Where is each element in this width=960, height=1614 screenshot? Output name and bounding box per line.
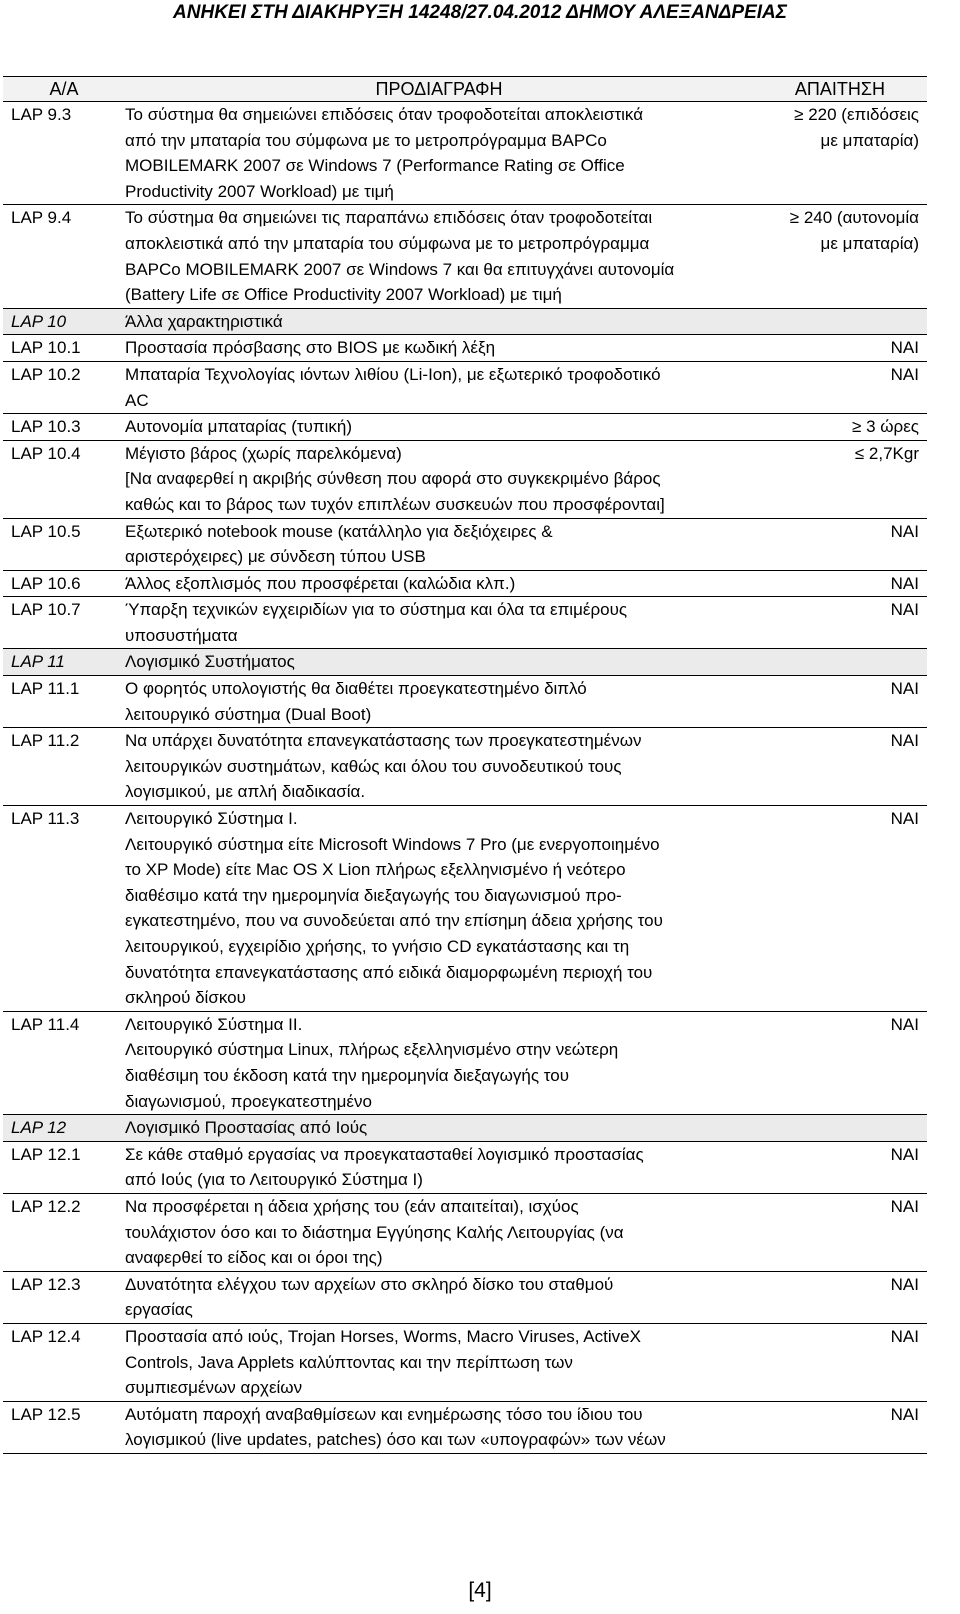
row-specification xyxy=(125,361,753,413)
row-requirement xyxy=(753,1193,927,1271)
table-row xyxy=(3,1401,927,1453)
row-specification xyxy=(125,676,753,728)
requirement-line: ΝΑΙ xyxy=(890,1274,919,1294)
row-code: LAP 11.3 xyxy=(3,806,125,1012)
row-requirement xyxy=(753,518,927,570)
requirement-line: ΝΑΙ xyxy=(890,364,919,384)
row-requirement xyxy=(753,597,927,649)
table-row xyxy=(3,1011,927,1114)
requirement-line: ≥ 3 ώρες xyxy=(852,417,919,437)
specification-line: Το σύστημα θα σημειώνει επιδόσεις όταν τροφοδοτείται αποκλειστικά xyxy=(125,105,644,124)
specification-line: εγκατεστημένο, που να συνοδεύεται από την επίσημη άδεια χρήσης του xyxy=(125,911,663,931)
specification-line: λογισμικού (live updates, patches) όσο και των «υπογραφών» των νέων xyxy=(125,1430,666,1450)
row-requirement xyxy=(753,1011,927,1114)
row-requirement xyxy=(753,570,927,597)
requirement-line: ΝΑΙ xyxy=(890,679,919,699)
specification-line: Λογισμικό Προστασίας από Ιούς xyxy=(125,1118,368,1138)
requirement-line: με μπαταρία) xyxy=(820,130,919,150)
row-specification xyxy=(125,1401,753,1453)
row-code: LAP 11.1 xyxy=(3,676,125,728)
row-code: LAP 12.1 xyxy=(3,1141,125,1193)
row-code: LAP 9.3 xyxy=(3,102,125,205)
requirement-line: ΝΑΙ xyxy=(890,809,919,829)
row-specification xyxy=(125,728,753,806)
specification-line: Ο φορητός υπολογιστής θα διαθέτει προεγκατεστημένο διπλό xyxy=(125,679,587,699)
row-requirement xyxy=(753,1323,927,1401)
row-specification xyxy=(125,1193,753,1271)
row-code: LAP 10.4 xyxy=(3,440,125,518)
requirement-line: ≥ 220 (επιδόσεις xyxy=(794,105,919,124)
row-code: LAP 10.7 xyxy=(3,597,125,649)
table-row xyxy=(3,1141,927,1193)
specification-line: λειτουργικό σύστημα (Dual Boot) xyxy=(125,704,372,724)
specification-line: λειτουργικού, εγχειρίδιο χρήσης, το γνήσιο CD εγκατάστασης και τη xyxy=(125,937,630,956)
specification-line: Controls, Java Applets καλύπτοντας και την περίπτωση των xyxy=(125,1352,573,1372)
table-row xyxy=(3,518,927,570)
row-code: LAP 12 xyxy=(3,1115,125,1142)
row-specification xyxy=(125,1115,753,1142)
specification-line: διαγωνισμού, προεγκατεστημένο xyxy=(125,1091,372,1111)
specification-line: (Battery Life σε Office Productivity 2007 Workload) με τιμή xyxy=(125,285,562,305)
specification-line: Δυνατότητα ελέγχου των αρχείων στο σκληρό δίσκο του σταθμού xyxy=(125,1274,614,1294)
requirement-line: ΝΑΙ xyxy=(890,1404,919,1424)
requirement-line: ΝΑΙ xyxy=(890,1196,919,1216)
requirement-line: ΝΑΙ xyxy=(890,600,919,620)
row-specification xyxy=(125,308,753,335)
section-row xyxy=(3,308,927,335)
specification-line: MOBILEMARK 2007 σε Windows 7 (Performance Rating σε Office xyxy=(125,156,625,176)
row-specification xyxy=(125,102,753,205)
requirement-line: ΝΑΙ xyxy=(890,1144,919,1164)
requirement-line: ΝΑΙ xyxy=(890,338,919,358)
table-row xyxy=(3,102,927,205)
row-requirement xyxy=(753,308,927,335)
specification-line: Μπαταρία Τεχνολογίας ιόντων λιθίου (Li-Ion), με εξωτερικό τροφοδοτικό xyxy=(125,364,661,384)
specification-line: Να υπάρχει δυνατότητα επανεγκατάστασης των προεγκατεστημένων xyxy=(125,731,642,751)
row-code: LAP 11.2 xyxy=(3,728,125,806)
requirement-line: ΝΑΙ xyxy=(890,731,919,751)
row-requirement xyxy=(753,676,927,728)
row-requirement xyxy=(753,649,927,676)
row-code: LAP 11.4 xyxy=(3,1011,125,1114)
specification-line: [Να αναφερθεί η ακριβής σύνθεση που αφορά στο συγκεκριμένο βάρος xyxy=(125,469,661,489)
specification-table xyxy=(3,76,927,1454)
row-specification xyxy=(125,335,753,362)
specification-line: Άλλος εξοπλισμός που προσφέρεται (καλώδια κλπ.) xyxy=(125,573,516,593)
specification-line: Άλλα χαρακτηριστικά xyxy=(125,311,283,331)
row-code: LAP 12.4 xyxy=(3,1323,125,1401)
specification-line: διαθέσιμο κατά την ημερομηνία διεξαγωγής του διαγωνισμού προ- xyxy=(125,885,622,905)
row-requirement xyxy=(753,414,927,441)
row-specification xyxy=(125,414,753,441)
specification-line: Αυτόματη παροχή αναβαθμίσεων και ενημέρωσης τόσο του ίδιου του xyxy=(125,1404,643,1424)
requirement-line: ΝΑΙ xyxy=(890,521,919,541)
specification-line: Εξωτερικό notebook mouse (κατάλληλο για δεξιόχειρες & xyxy=(125,521,553,541)
section-row xyxy=(3,649,927,676)
specification-line: Λογισμικό Συστήματος xyxy=(125,652,295,672)
table-row xyxy=(3,440,927,518)
row-specification xyxy=(125,1011,753,1114)
specification-line: Λειτουργικό σύστημα Linux, πλήρως εξελληνισμένο στην νεώτερη xyxy=(125,1040,619,1060)
specification-line: Productivity 2007 Workload) με τιμή xyxy=(125,181,394,201)
table-row xyxy=(3,728,927,806)
row-requirement xyxy=(753,440,927,518)
specification-line: λογισμικού, με απλή διαδικασία. xyxy=(125,782,366,802)
specification-line: αριστερόχειρες) με σύνδεση τύπου USB xyxy=(125,547,426,567)
row-requirement xyxy=(753,1141,927,1193)
row-requirement xyxy=(753,1115,927,1142)
specification-line: αναφερθεί το είδος και οι όροι της) xyxy=(125,1248,383,1268)
document-header: ΑΝΗΚΕΙ ΣΤΗ ΔΙΑΚΗΡΥΞΗ 14248/27.04.2012 ΔΗΜΟΥ ΑΛΕΞΑΝΔΡΕΙΑΣ xyxy=(173,2,787,23)
table-row xyxy=(3,676,927,728)
section-row xyxy=(3,1115,927,1142)
table-row xyxy=(3,1193,927,1271)
column-header-requirement: ΑΠΑΙΤΗΣΗ xyxy=(753,77,927,102)
row-code: LAP 10.2 xyxy=(3,361,125,413)
requirement-line: ≥ 240 (αυτονομία xyxy=(789,208,919,228)
specification-line: Το σύστημα θα σημειώνει τις παραπάνω επιδόσεις όταν τροφοδοτείται xyxy=(125,208,653,228)
column-header-code: Α/Α xyxy=(3,77,125,102)
row-code: LAP 9.4 xyxy=(3,205,125,308)
table-row xyxy=(3,806,927,1012)
row-requirement xyxy=(753,1271,927,1323)
row-specification xyxy=(125,649,753,676)
specification-line: Προστασία πρόσβασης στο BIOS με κωδική λέξη xyxy=(125,338,496,358)
specification-line: Λειτουργικό σύστημα είτε Microsoft Windows 7 Pro (με ενεργοποιημένο xyxy=(125,834,660,854)
row-requirement xyxy=(753,335,927,362)
requirement-line: ΝΑΙ xyxy=(890,1014,919,1034)
row-requirement xyxy=(753,205,927,308)
row-code: LAP 11 xyxy=(3,649,125,676)
row-code: LAP 12.5 xyxy=(3,1401,125,1453)
row-specification xyxy=(125,1141,753,1193)
specification-line: λειτουργικών συστημάτων, καθώς και όλου του συνοδευτικού τους xyxy=(125,756,622,776)
requirement-line: ΝΑΙ xyxy=(890,1326,919,1346)
table-row xyxy=(3,1271,927,1323)
page-number: [4] xyxy=(468,1579,492,1602)
row-code: LAP 10.5 xyxy=(3,518,125,570)
specification-line: καθώς και το βάρος των τυχόν επιπλέων συσκευών που προσφέρονται] xyxy=(125,494,665,514)
row-specification xyxy=(125,806,753,1012)
specification-line: υποσυστήματα xyxy=(125,625,238,645)
specification-line: το XP Mode) είτε Mac OS X Lion πλήρως εξελληνισμένο ή νεότερο xyxy=(125,860,626,880)
specification-line: Αυτονομία μπαταρίας (τυπική) xyxy=(125,417,353,437)
table-row xyxy=(3,570,927,597)
row-specification xyxy=(125,1323,753,1401)
table-row xyxy=(3,597,927,649)
requirement-line: ΝΑΙ xyxy=(890,573,919,593)
row-specification xyxy=(125,205,753,308)
row-specification xyxy=(125,518,753,570)
specification-line: αποκλειστικά από την μπαταρία του σύμφωνα με το μετροπρόγραμμα xyxy=(125,233,650,253)
specification-line: Σε κάθε σταθμό εργασίας να προεγκατασταθεί λογισμικό προστασίας xyxy=(125,1144,644,1164)
table-row xyxy=(3,335,927,362)
specification-line: AC xyxy=(125,390,149,410)
specification-line: Ύπαρξη τεχνικών εγχειριδίων για το σύστημα και όλα τα επιμέρους xyxy=(125,600,628,620)
specification-line: Λειτουργικό Σύστημα ΙΙ. xyxy=(125,1014,303,1034)
row-specification xyxy=(125,570,753,597)
row-specification xyxy=(125,1271,753,1323)
row-specification xyxy=(125,440,753,518)
row-code: LAP 10 xyxy=(3,308,125,335)
specification-line: σκληρού δίσκου xyxy=(125,988,246,1008)
row-requirement xyxy=(753,361,927,413)
table-row xyxy=(3,205,927,308)
row-code: LAP 10.3 xyxy=(3,414,125,441)
specification-line: Προστασία από ιούς, Trojan Horses, Worms, Macro Viruses, ActiveX xyxy=(125,1326,641,1346)
specification-line: τουλάχιστον όσο και το διάστημα Εγγύησης Καλής Λειτουργίας (να xyxy=(125,1222,624,1242)
specification-line: συμπιεσμένων αρχείων xyxy=(125,1378,303,1398)
specification-line: δυνατότητα επανεγκατάστασης από ειδικά διαμορφωμένη περιοχή του xyxy=(125,962,653,982)
table-row xyxy=(3,414,927,441)
table-header-row xyxy=(3,77,927,102)
specification-line: BAPCo MOBILEMARK 2007 σε Windows 7 και θα επιτυγχάνει αυτονομία xyxy=(125,259,675,279)
table-row xyxy=(3,361,927,413)
row-requirement xyxy=(753,728,927,806)
specification-line: Μέγιστο βάρος (χωρίς παρελκόμενα) xyxy=(125,443,402,463)
row-code: LAP 10.1 xyxy=(3,335,125,362)
row-requirement xyxy=(753,806,927,1012)
requirement-line: ≤ 2,7Kgr xyxy=(854,443,919,463)
specification-line: Να προσφέρεται η άδεια χρήσης του (εάν απαιτείται), ισχύος xyxy=(125,1196,579,1216)
column-header-specification: ΠΡΟΔΙΑΓΡΑΦΗ xyxy=(125,77,753,102)
table-row xyxy=(3,1323,927,1401)
requirement-line: με μπαταρία) xyxy=(820,233,919,253)
specification-line: από την μπαταρία του σύμφωνα με το μετροπρόγραμμα BAPCo xyxy=(125,130,607,150)
row-code: LAP 10.6 xyxy=(3,570,125,597)
specification-line: από Ιούς (για το Λειτουργικό Σύστημα Ι) xyxy=(125,1170,423,1190)
row-requirement xyxy=(753,102,927,205)
row-code: LAP 12.3 xyxy=(3,1271,125,1323)
row-code: LAP 12.2 xyxy=(3,1193,125,1271)
specification-line: διαθέσιμη του έκδοση κατά την ημερομηνία διεξαγωγής του xyxy=(125,1065,569,1085)
row-specification xyxy=(125,597,753,649)
table-body xyxy=(3,102,927,1454)
row-requirement xyxy=(753,1401,927,1453)
specification-line: Λειτουργικό Σύστημα Ι. xyxy=(125,809,298,829)
specification-line: εργασίας xyxy=(125,1300,193,1320)
